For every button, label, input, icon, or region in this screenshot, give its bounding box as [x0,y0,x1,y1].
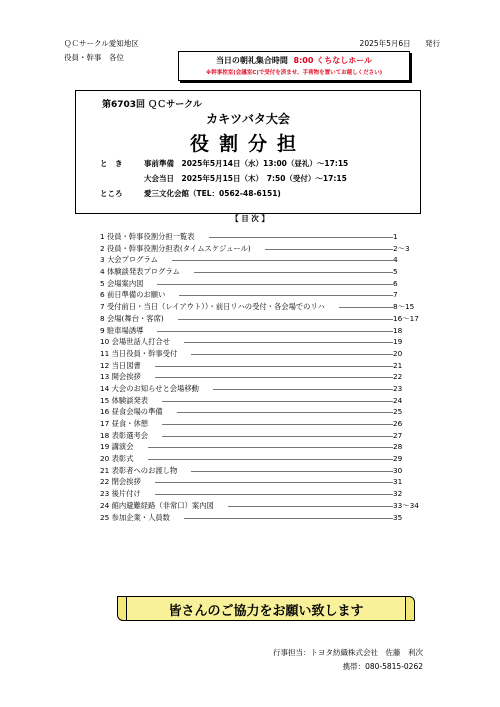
toc-item [100,501,420,513]
toc-leader-line [155,377,394,378]
toc-item-page: 19 [393,337,403,347]
toc-item [100,442,420,454]
toc-item-page: 22 [393,372,403,382]
toc-item-page: 33～34 [393,500,419,510]
toc-leader-line [157,284,394,285]
toc-item-page: 32 [393,489,403,499]
toc-leader-line [172,260,394,261]
venue: 愛三文化会館（TEL：0562-48-6151) [144,189,281,198]
issue-date: 2025年5月6日 [359,39,411,48]
cooperation-banner [122,596,410,621]
contact-person: 行事担当：トヨタ紡織株式会社 佐藤 利次 [273,648,423,657]
toc-leader-line [157,331,394,332]
toc-leader-line [265,249,394,250]
toc-item-page: 7 [393,290,398,300]
toc-item-page: 25 [393,407,403,417]
toc-item-label: 19 講演会 [100,442,134,452]
assembly-notice-box [178,51,410,81]
title-box [75,90,421,214]
toc-item-label: 8 会場(舞台・客席) [100,313,164,323]
toc-item-page: 4 [393,255,398,265]
toc-leader-line [162,436,394,437]
issued-label: 発行 [425,39,440,48]
toc-item-page: 20 [393,348,403,358]
toc-item-label: 17 昼食・休憩 [100,419,149,428]
toc-item [100,396,420,408]
toc-item-label: 16 昼食会場の準備 [100,407,163,417]
toc-leader-line [177,412,394,413]
toc-item-label: 5 会場案内図 [100,278,144,288]
event-title: カキツバタ大会 [206,112,290,126]
toc-item-label: 12 当日図書 [100,360,141,370]
toc-leader-line [191,354,394,355]
toc-item-page: 18 [393,325,403,335]
assembly-notice-line1 [179,55,409,66]
where-label: ところ [100,189,123,198]
toc-item [100,267,420,279]
toc-heading: 【 目 次 】 [231,214,269,223]
assembly-notice-time: 8:00 くちなしホール [293,56,373,65]
toc-item-label: 14 大会のお知らせと会場移動 [100,383,199,393]
toc-item [100,244,420,256]
toc-item-label: 24 館内避難経路（非常口）案内図 [100,500,214,510]
toc-item-label: 25 参加企業・人員数 [100,512,170,522]
toc-item-page: 8～15 [393,302,415,312]
toc-item-label: 23 後片付け [100,489,141,499]
toc-item-page: 6 [393,278,398,288]
toc-leader-line [178,319,394,320]
assembly-notice-prefix: 当日の朝礼集合時間 [215,56,288,65]
banner-text: 皆さんのご協力をお願い致します [168,604,364,619]
toc-item [100,407,420,419]
schedule-prep-row [100,158,420,170]
toc-leader-line [179,295,394,296]
toc-item [100,477,420,489]
toc-item-label: 9 駐車場誘導 [100,325,144,335]
toc-item [100,384,420,396]
toc-item-page: 31 [393,477,403,487]
toc-item [100,513,420,525]
toc-item [100,419,420,431]
toc-item-label: 21 表彰者へのお渡し物 [100,465,178,475]
toc-item-label: 10 会場世話人打合せ [100,337,170,347]
toc-leader-line [194,272,394,273]
toc-leader-line [191,471,394,472]
session-title: 第6703回 ＱＣサークル [102,100,202,110]
toc-item [100,372,420,384]
when-label: と き [100,159,123,168]
toc-item-page: 29 [393,454,403,464]
toc-item-page: 26 [393,419,403,428]
toc-item [100,454,420,466]
toc-leader-line [155,482,394,483]
toc-item [100,337,420,349]
toc-item-page: 35 [393,512,403,522]
toc-item [100,302,420,314]
toc-item [100,466,420,478]
toc-item-label: 22 閉会挨拶 [100,477,141,487]
toc-leader-line [162,401,394,402]
toc-item [100,232,420,244]
toc-leader-line [148,459,394,460]
toc-item-label: 1 役員・幹事役割分担一覧表 [100,232,195,241]
toc-item-page: 24 [393,395,403,405]
toc-leader-line [148,447,394,448]
toc-item-page: 2～3 [393,243,410,253]
assembly-notice-note: ※幹事控室(会議室C)で受付を済ませ、手荷物を置いてお越しください) [205,70,383,76]
toc-item [100,314,420,326]
contact-phone: 携帯：080-5815-0262 [342,662,423,671]
issue-date-line [360,38,440,49]
toc-item-label: 20 表彰式 [100,454,134,464]
toc-leader-line [209,237,394,238]
toc-leader-line [184,342,394,343]
toc-item-label: 13 開会挨拶 [100,372,141,382]
toc-item-page: 16～17 [393,313,419,323]
toc-item-label: 18 表彰選考会 [100,430,149,440]
toc-item [100,431,420,443]
toc-item-label: 2 役員・幹事役割分担表(タイムスケジュール) [100,243,251,253]
toc-item [100,349,420,361]
toc-leader-line [162,424,394,425]
toc-item-label: 4 体験談発表プログラム [100,267,180,277]
toc-item-page: 23 [393,383,403,393]
toc-leader-line [213,389,394,390]
toc-item-label: 15 体験談発表 [100,395,149,405]
toc-item-page: 21 [393,360,403,370]
toc-item [100,361,420,373]
toc-leader-line [155,366,394,367]
schedule-day-row [100,173,420,185]
toc-item-page: 1 [393,232,398,241]
audience-line: 役員・幹事 各位 [64,53,124,62]
event-day-schedule: 大会当日 2025年5月15日（木） 7:50（受付）～17:15 [144,174,347,183]
toc-item-page: 28 [393,442,403,452]
toc-leader-line [228,506,394,507]
main-title: 役割分担 [189,133,306,155]
toc-leader-line [184,518,394,519]
toc-item-label: 11 当日役員・幹事受付 [100,348,178,358]
toc-item-page: 5 [393,267,398,277]
table-of-contents [100,232,420,524]
venue-row [100,188,420,200]
toc-item [100,489,420,501]
toc-item-label: 6 前日準備のお願い [100,290,166,300]
toc-leader-line [155,494,394,495]
toc-item-label: 7 受付前日・当日（レイアウト））・前日リハの受付・各会場でのリハ [100,302,325,312]
toc-item-label: 3 大会プログラム [100,255,158,265]
toc-item [100,290,420,302]
toc-item [100,279,420,291]
toc-item-page: 30 [393,465,403,475]
prep-schedule: 事前準備 2025年5月14日（水）13:00（昼礼）～17:15 [144,159,349,168]
toc-item [100,255,420,267]
toc-leader-line [339,307,394,308]
toc-item-page: 27 [393,430,403,440]
toc-item [100,326,420,338]
organization-name: ＱＣサークル愛知地区 [64,39,139,48]
